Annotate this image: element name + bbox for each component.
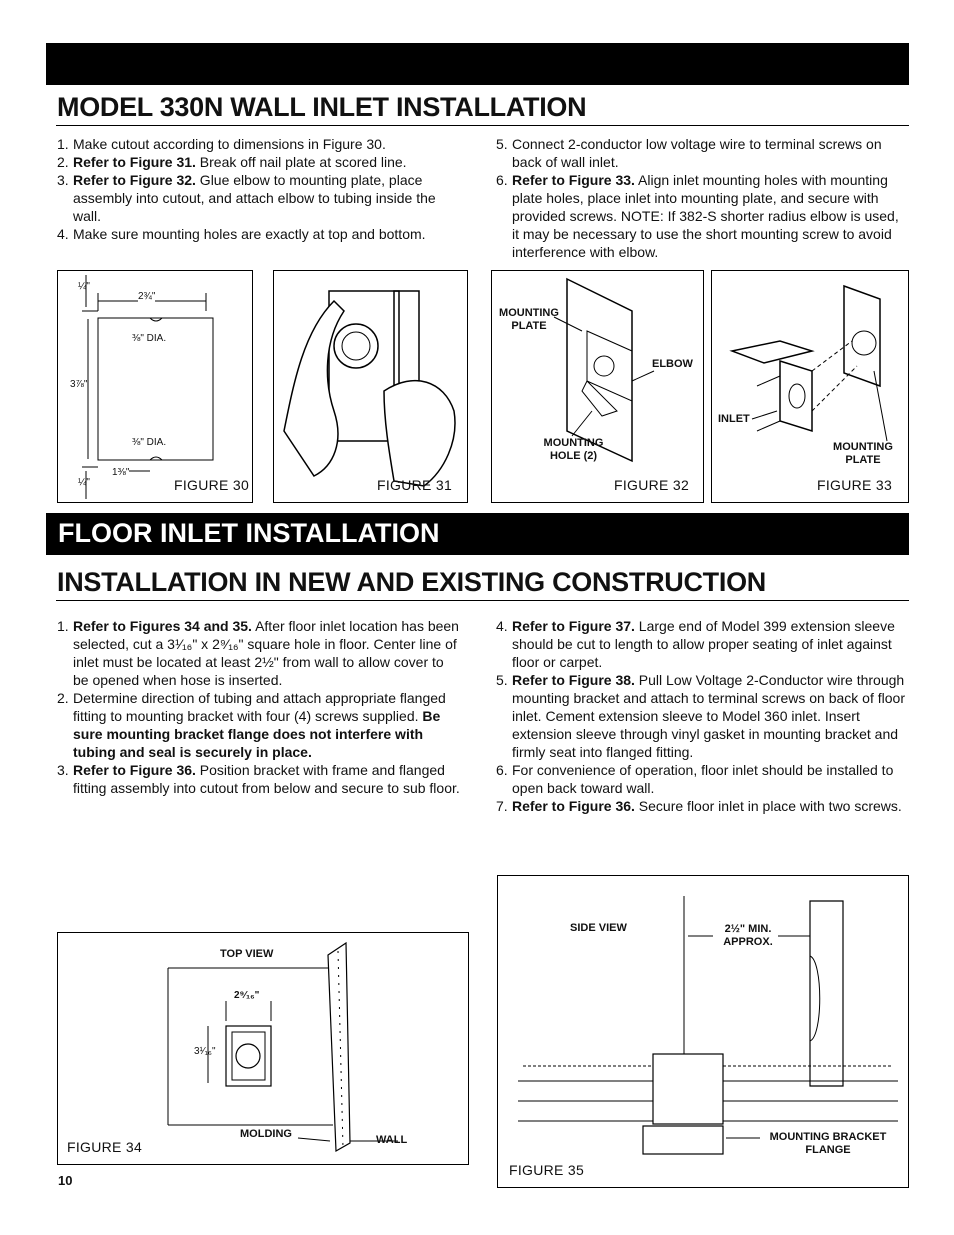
dim-height: 3¹⁄₁₆" [194,1046,216,1057]
figure-label: FIGURE 35 [509,1162,585,1178]
figure-label: FIGURE 31 [377,477,453,493]
figure-label: FIGURE 32 [614,477,690,493]
callout-elbow: ELBOW [652,358,693,370]
heading-rule [56,125,909,126]
dim-height: 3⅞" [70,379,88,390]
figure-33 [711,270,909,503]
floor-inlet-banner [46,513,909,555]
list-item: 2. Refer to Figure 31. Break off nail plate at scored line. [57,154,407,170]
list-item: 4. Make sure mounting holes are exactly at top and bottom. [57,226,426,242]
list-item: 6. For convenience of operation, floor inlet should be installed to open back toward wall. [496,762,894,796]
wall-steps-left [57,135,457,243]
callout-wall: WALL [376,1134,408,1146]
dim-bottom: ¼" [78,477,90,488]
callout-mounting-hole: MOUNTING HOLE (2) [543,437,604,462]
callout-top-view: TOP VIEW [220,948,274,960]
dim-top: ¼" [78,281,90,292]
header-bar [46,43,909,85]
floor-inlet-heading: FLOOR INLET INSTALLATION [58,518,440,548]
callout-side-view: SIDE VIEW [570,922,627,934]
list-item: 1. Refer to Figures 34 and 35. After floor inlet location has been selected, cut a 3¹⁄₁₆" x 2⁹⁄₁₆" square hole in floor. Center line of inlet must be located at least 2½" from wall to allow cover to be opened when hose is inserted. [57,618,459,688]
floor-steps-right [496,617,909,815]
list-item: 3. Refer to Figure 32. Glue elbow to mounting plate, place assembly into cutout, and attach elbow to tubing inside the wall. [57,172,436,224]
list-item: 6. Refer to Figure 33. Align inlet mounting holes with mounting plate holes, place inlet into mounting plate, and secure with provided screws. NOTE: If 382-S shorter radius elbow is used, it may be necessary to use the short mounting screw to avoid interference with elbow. [496,172,899,260]
figure-34 [57,932,469,1165]
callout-mounting-plate: MOUNTING PLATE [499,307,559,332]
list-item: 4. Refer to Figure 37. Large end of Model 399 extension sleeve should be cut to length to allow proper seating of inlet against floor or carpet. [496,618,895,670]
inlet-mounting-plate-illustration [712,271,910,504]
dim-offset: 1⅜" [112,467,130,478]
wall-steps-right [496,135,909,261]
mounting-plate-elbow-illustration [492,271,705,504]
dim-hole-top: ⅜" DIA. [132,333,167,344]
figure-31 [273,270,468,503]
hands-breaking-nail-plate-illustration [274,271,469,504]
dim-hole-bottom: ⅜" DIA. [132,437,167,448]
list-item: 7. Refer to Figure 36. Secure floor inlet in place with two screws. [496,798,902,814]
figure-label: FIGURE 33 [817,477,893,493]
callout-mounting-plate: MOUNTING PLATE [833,441,893,466]
floor-steps-left [57,617,462,797]
figure-35 [497,875,909,1188]
list-item: 5. Refer to Figure 38. Pull Low Voltage 2-Conductor wire through mounting bracket and attach to terminal screws on back of floor inlet. Cement extension sleeve to Model 360 inlet. Insert extension sleeve through vinyl gasket in mounting bracket and firmly seat into flanged fitting. [496,672,905,760]
callout-min-distance: 2½" MIN. APPROX. [723,923,773,948]
callout-mounting-bracket-flange: MOUNTING BRACKET FLANGE [769,1131,887,1156]
figure-label: FIGURE 30 [174,477,250,493]
heading-rule [56,600,909,601]
page-number: 10 [58,1173,73,1188]
wall-inlet-heading: MODEL 330N WALL INLET INSTALLATION [57,92,587,122]
figure-label: FIGURE 34 [67,1139,143,1155]
list-item: 1. Make cutout according to dimensions in Figure 30. [57,136,386,152]
callout-inlet: INLET [718,413,750,425]
dim-width: 2¾" [138,291,156,302]
figure-30 [57,270,253,503]
list-item: 5. Connect 2-conductor low voltage wire to terminal screws on back of wall inlet. [496,136,882,170]
list-item: 3. Refer to Figure 36. Position bracket with frame and flanged fitting assembly into cutout from below and secure to sub floor. [57,762,460,796]
list-item: 2. Determine direction of tubing and attach appropriate flanged fitting to mounting bracket with four (4) screws supplied. Be sure mounting bracket flange does not interfere with tubing and seal is securely in place. [57,690,446,760]
callout-molding: MOLDING [240,1128,292,1140]
figure-32 [491,270,704,503]
construction-heading: INSTALLATION IN NEW AND EXISTING CONSTRUCTION [57,567,766,597]
dim-width: 2⁹⁄₁₆" [234,990,260,1001]
